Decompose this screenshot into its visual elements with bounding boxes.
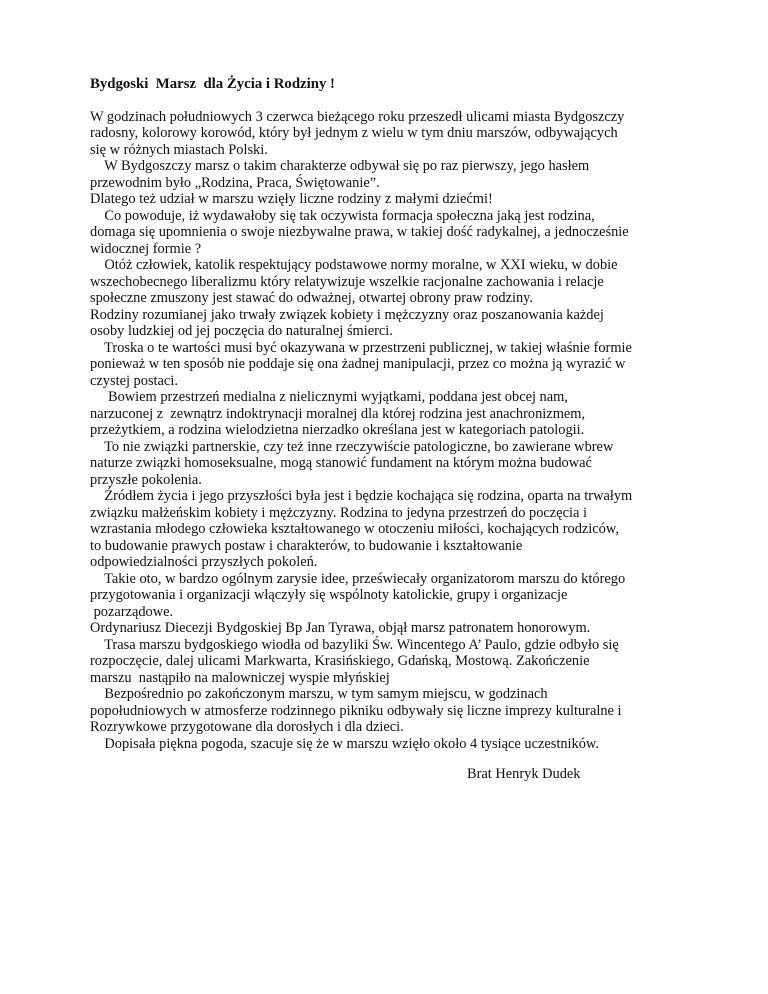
text-line: przeżytkiem, a rodzina wielodzietna nierzadko określana jest w kategoriach patologii.	[90, 422, 585, 438]
text-line: Co powoduje, iż wydawałoby się tak oczywista formacja społeczna jaką jest rodzina,	[90, 207, 595, 224]
signature: Brat Henryk Dudek	[467, 766, 581, 782]
text-line: To nie związki partnerskie, czy też inne rzeczywiście patologiczne, bo zawierane wbrew	[90, 438, 614, 455]
text-line: Otóż człowiek, katolik respektujący podstawowe normy moralne, w XXI wieku, w dobie	[90, 257, 618, 273]
text-line: Dlatego też udział w marszu wzięły liczne rodziny z małymi dziećmi!	[90, 191, 493, 207]
text-line: Takie oto, w bardzo ogólnym zarysie idee, przeświecały organizatorom marszu do którego	[90, 570, 626, 587]
text-line: społeczne zmuszony jest stawać do odważnej, otwartej obrony praw rodziny.	[90, 290, 534, 306]
text-line: narzuconej z zewnątrz indoktrynacji moralnej dla której rodzina jest anachronizmem,	[90, 405, 586, 422]
text-line: domaga się upomnienia o swoje niezbywalne prawa, w takiej dość radykalnej, a jednocześnie	[90, 224, 629, 240]
text-line: wszechobecnego liberalizmu który relatywizuje wszelkie racjonalne zachowania i relacje	[90, 273, 604, 290]
document-title: Bydgoski Marsz dla Życia i Rodziny !	[90, 76, 335, 92]
text-line: Ordynariusz Diecezji Bydgoskiej Bp Jan Tyrawa, objął marsz patronatem honorowym.	[90, 620, 591, 636]
text-line: rozpoczęcie, dalej ulicami Markwarta, Krasińskiego, Gdańską, Mostową. Zakończenie	[90, 653, 590, 669]
text-line: pozarządowe.	[90, 603, 174, 620]
text-line: przyszłe pokolenia.	[90, 471, 202, 488]
text-line: przewodnim było „Rodzina, Praca, Świętowanie”.	[90, 174, 380, 191]
text-line: Źródłem życia i jego przyszłości była jest i będzie kochająca się rodzina, oparta na trwałym	[90, 488, 633, 504]
text-line: W godzinach południowych 3 czerwca bieżącego roku przeszedł ulicami miasta Bydgoszczy	[90, 108, 625, 125]
text-line: osoby ludzkiej od jej poczęcia do naturalnej śmierci.	[90, 323, 393, 339]
text-line: związku małżeńskim kobiety i mężczyzny. Rodzina to jedyna przestrzeń do poczęcia i	[90, 504, 587, 521]
text-line: Rodziny rozumianej jako trwały związek kobiety i mężczyzny oraz poszanowania każdej	[90, 306, 604, 323]
text-line: odpowiedzialności przyszłych pokoleń.	[90, 554, 318, 570]
text-line: to budowanie prawych postaw i charakterów, to budowanie i kształtowanie	[90, 537, 523, 554]
text-line: naturze związki homoseksualne, mogą stanowić fundament na którym można budować	[90, 455, 592, 471]
text-line: Bowiem przestrzeń medialna z nielicznymi wyjątkami, poddana jest obcej nam,	[90, 389, 568, 405]
document-body	[90, 109, 708, 753]
text-line: radosny, kolorowy korowód, który był jednym z wielu w tym dniu marszów, odbywających	[90, 125, 618, 141]
text-line: przygotowania i organizacji włączyły się wspólnoty katolickie, grupy i organizacje	[90, 587, 568, 603]
text-line: marszu nastąpiło na malowniczej wyspie młyńskiej	[90, 669, 390, 686]
text-line: Troska o te wartości musi być okazywana w przestrzeni publicznej, w takiej właśnie formie	[90, 339, 632, 356]
text-line: ponieważ w ten sposób nie poddaje się ona żadnej manipulacji, przez co można ją wyrazić w	[90, 356, 626, 372]
text-line: popołudniowych w atmosferze rodzinnego pikniku odbywały się liczne imprezy kulturalne i	[90, 702, 622, 719]
text-line: Bezpośrednio po zakończonym marszu, w tym samym miejscu, w godzinach	[90, 686, 548, 702]
text-line: widocznej formie ?	[90, 240, 202, 257]
text-line: Dopisała piękna pogoda, szacuje się że w marszu wzięło około 4 tysiące uczestników.	[90, 735, 599, 752]
text-line: Rozrywkowe przygotowane dla dorosłych i dla dzieci.	[90, 719, 404, 735]
text-line: czystej postaci.	[90, 372, 178, 389]
text-line: wzrastania młodego człowieka kształtowanego w otoczeniu miłości, kochających rodziców,	[90, 521, 619, 537]
text-line: Trasa marszu bydgoskiego wiodła od bazyliki Św. Wincentego A’ Paulo, gdzie odbyło się	[90, 636, 619, 653]
text-line: W Bydgoszczy marsz o takim charakterze odbywał się po raz pierwszy, jego hasłem	[90, 158, 590, 174]
text-line: się w różnych miastach Polski.	[90, 141, 268, 158]
